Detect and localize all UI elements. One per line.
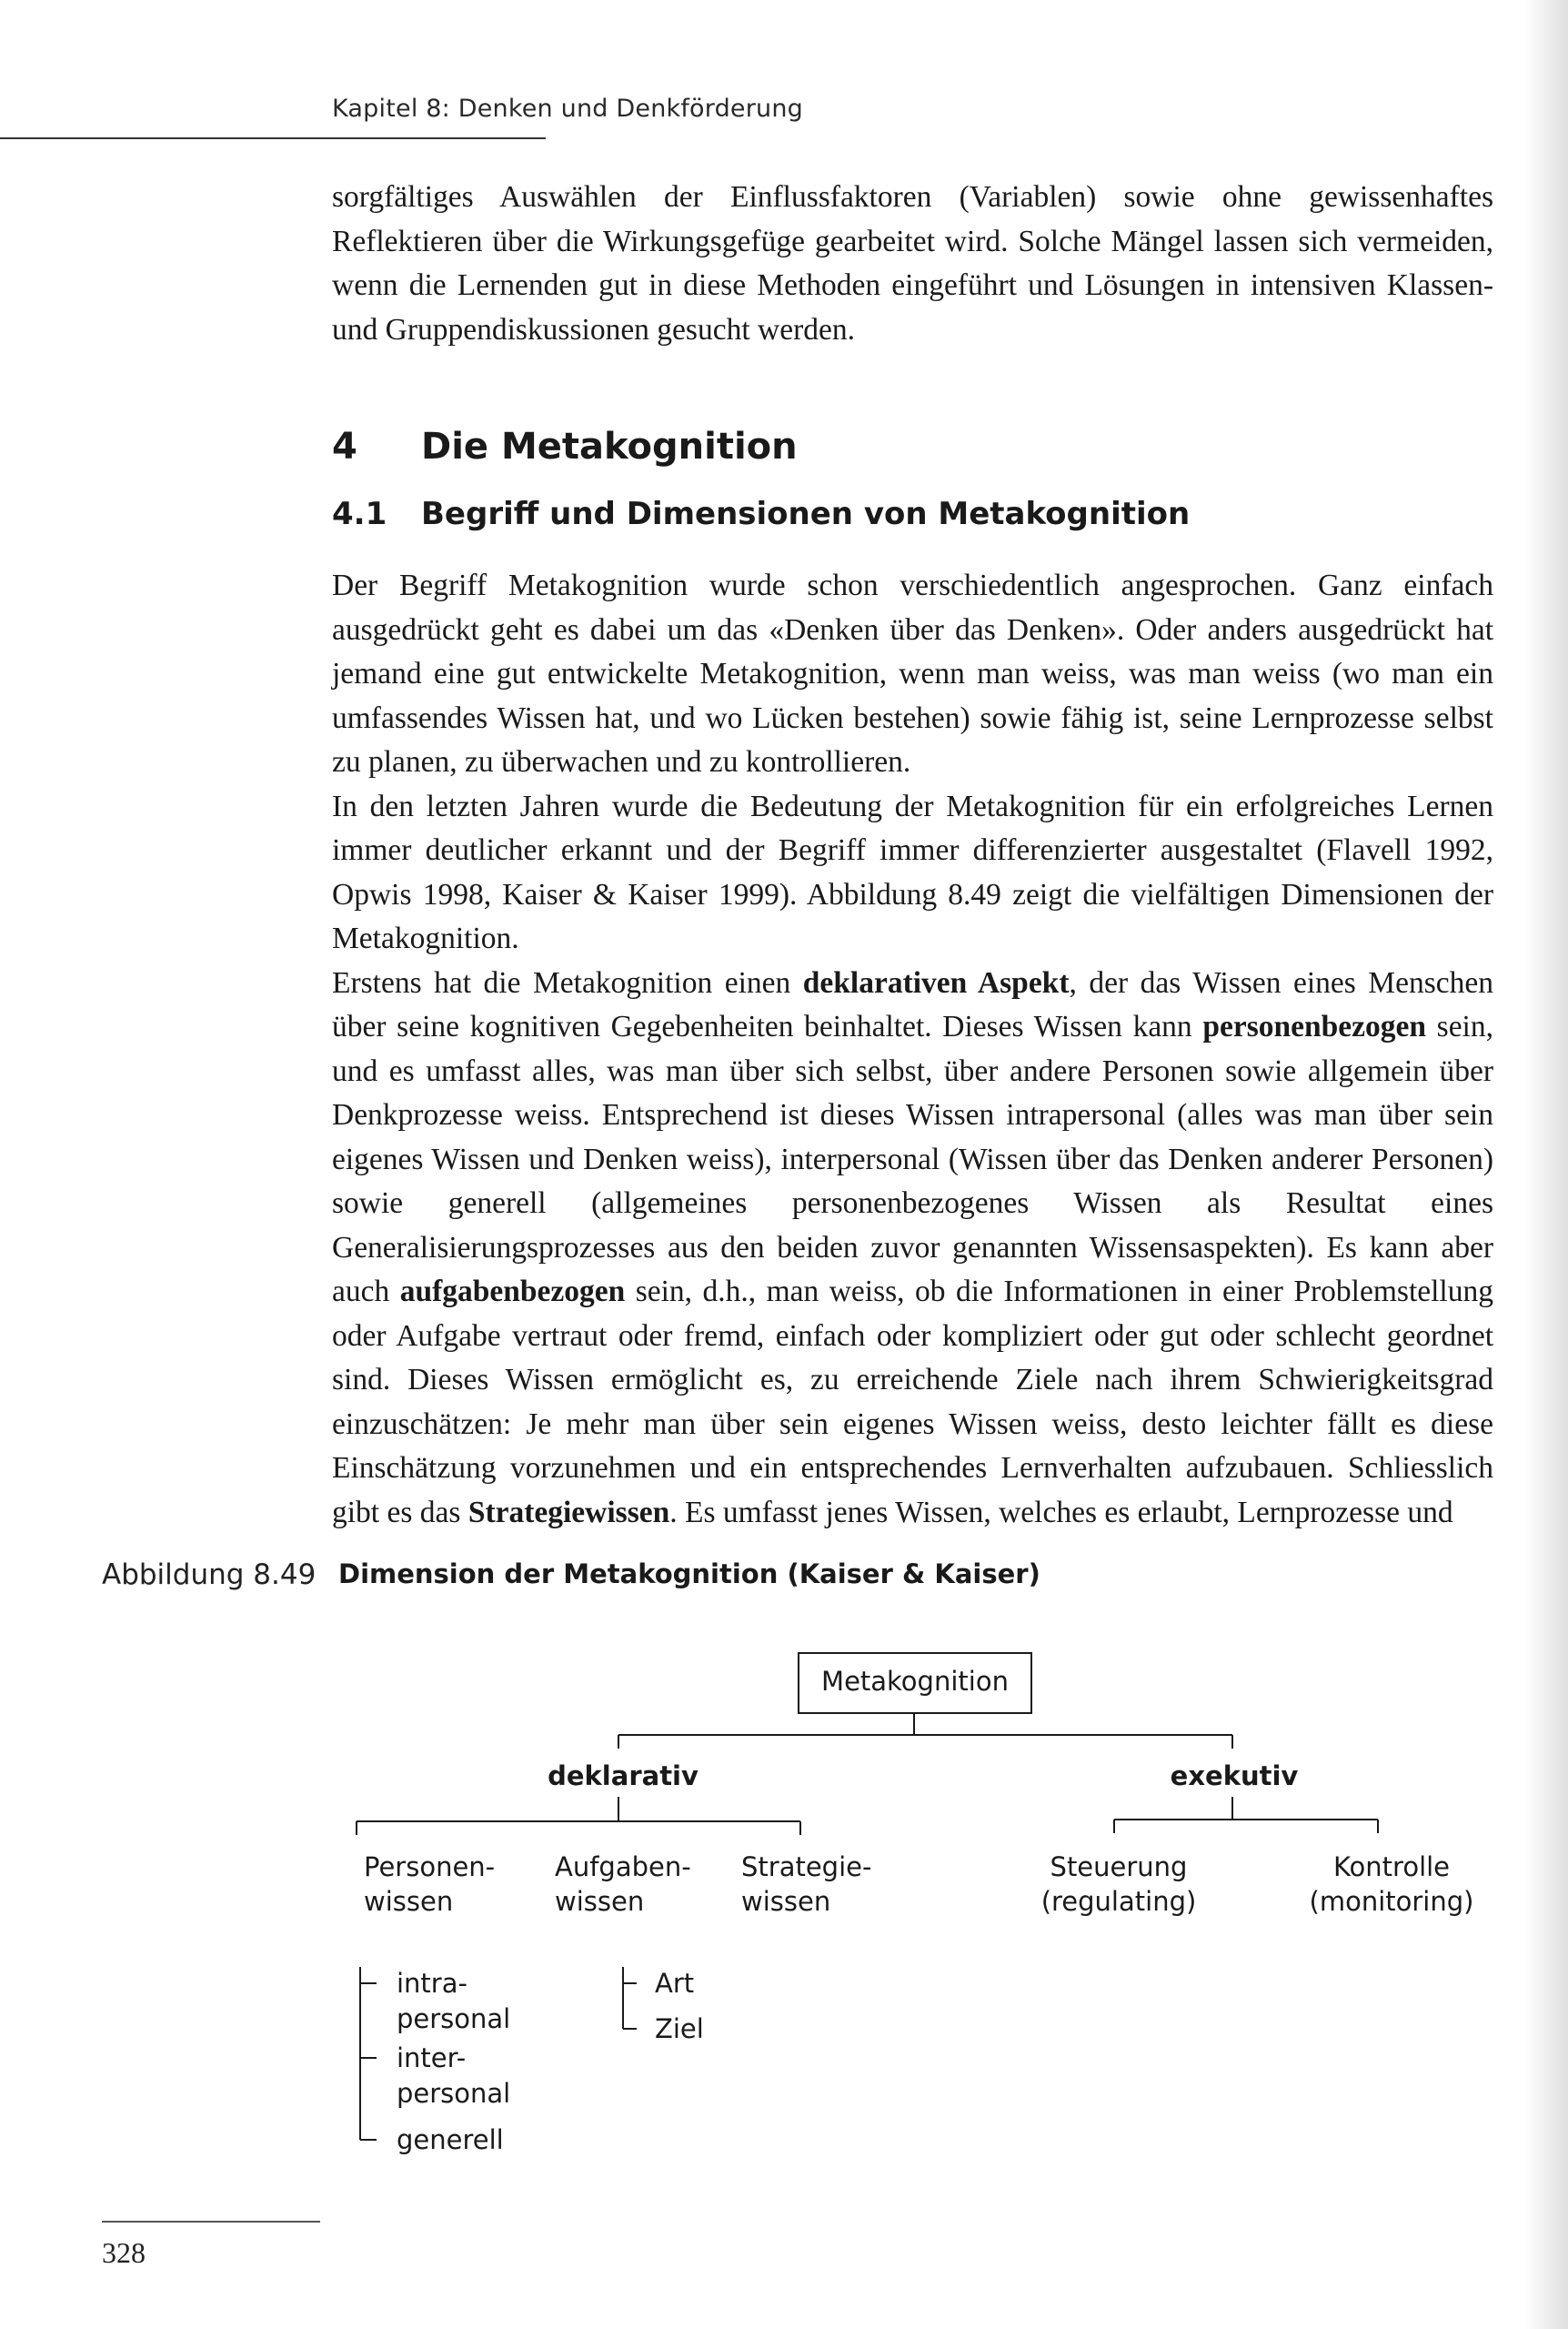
p3-bold-strategiewissen: Strategiewissen <box>467 1495 670 1529</box>
subsection-title: Begriff und Dimensionen von Metakognition <box>421 496 1191 532</box>
p3-text-4: sein, d.h., man weiss, ob die Informationen in einer Problemstellung oder Aufgabe vertraut oder fremd, einfach oder kompliziert oder gut oder schlecht geordnet sind. Dieses Wissen ermöglicht es, zu erreichende Ziele nach ihrem Schwierigkeitsgrad einzuschätzen: Je mehr man über sein eigenes Wissen weiss, desto leichter fällt es diese Einschätzung vorzunehmen und ein entsprechendes Lernverhalten aufzubauen. Schliesslich gibt es das <box>332 1275 1493 1529</box>
node-strategiewissen-line1: Strategie- <box>741 1851 872 1882</box>
running-header: Kapitel 8: Denken und Denkförderung <box>332 95 804 123</box>
p3-bold-personenbezogen: personenbezogen <box>1202 1010 1426 1044</box>
p3-text-1: Erstens hat die Metakognition einen <box>332 965 803 1000</box>
node-kontrolle-line1: Kontrolle <box>1332 1851 1451 1882</box>
p3-text-2: , der das Wissen eines Menschen über seine kognitiven Gegebenheiten beinhaltet. Dieses Wissen kann <box>332 965 1493 1044</box>
figure-title: Dimension der Metakognition (Kaiser & Kaiser) <box>338 1558 1040 1589</box>
figure-label: Abbildung 8.49 <box>102 1558 317 1591</box>
node-aufgabenwissen-line2: wissen <box>555 1886 645 1917</box>
leaf-interpersonal-line2: personal <box>397 2078 511 2109</box>
leaf-intrapersonal-line2: personal <box>397 2003 511 2034</box>
diagram-connectors <box>357 1653 1378 2140</box>
node-kontrolle-line2: (monitoring) <box>1309 1886 1474 1917</box>
section-number: 4 <box>332 426 357 468</box>
leaf-interpersonal-line1: inter- <box>397 2042 467 2073</box>
branch-deklarativ: deklarativ <box>548 1760 699 1791</box>
node-steuerung-line2: (regulating) <box>1040 1886 1197 1917</box>
p3-text-3: sein, und es umfasst alles, was man über sich selbst, über andere Personen sowie allgemein über Denkprozesse weiss. Entsprechend ist dieses Wissen intrapersonal (alles was man über sein eigenes Wissen und Denken weiss), interpersonal (Wissen über das Denken anderer Personen) sowie generell (allgemeines personenbezogenes Wissen als Resultat eines Generalisierungsprozesses aus den beiden zuvor genannten Wissensaspekten). Es kann aber auch <box>332 1010 1493 1308</box>
node-strategiewissen-line2: wissen <box>741 1886 831 1917</box>
leaf-intrapersonal-line1: intra- <box>397 1968 467 1999</box>
leaf-art: Art <box>655 1968 695 1999</box>
p3-bold-deklarativ: deklarativen Aspekt <box>802 965 1070 1000</box>
subsection-number: 4.1 <box>332 496 387 532</box>
page-number: 328 <box>102 2236 146 2269</box>
footer-rule <box>102 2221 320 2223</box>
node-aufgabenwissen-line1: Aufgaben- <box>555 1851 691 1882</box>
root-label: Metakognition <box>821 1666 1009 1697</box>
page-edge-shadow <box>1524 0 1568 2329</box>
leaf-generell: generell <box>397 2124 504 2155</box>
p3-bold-aufgabenbezogen: aufgabenbezogen <box>399 1275 626 1308</box>
intro-text: sorgfältiges Auswählen der Einflussfaktoren (Variablen) sowie ohne gewissenhaftes Reflektieren über die Wirkungsgefüge gearbeitet wird. Solche Mängel lassen sich vermeiden, wenn die Lernenden gut in diese Methoden eingeführt und Lösungen in intensiven Klassen- und Gruppendiskussionen gesucht werden. <box>332 180 1493 347</box>
node-personenwissen-line2: wissen <box>364 1886 454 1917</box>
node-steuerung-line1: Steuerung <box>1050 1851 1188 1882</box>
leaf-ziel: Ziel <box>655 2013 704 2044</box>
p3-text-5: . Es umfasst jenes Wissen, welches es erlaubt, Lernprozesse und <box>669 1495 1453 1529</box>
paragraph-1: Der Begriff Metakognition wurde schon verschiedentlich angesprochen. Ganz einfach ausgedrückt geht es dabei um das «Denken über das Denken». Oder anders ausgedrückt hat jemand eine gut entwickelte Metakognition, wenn man weiss, was man weiss (wo man ein umfassendes Wissen hat, und wo Lücken bestehen) sowie fähig ist, seine Lernprozesse selbst zu planen, zu überwachen und zu kontrollieren. <box>332 569 1493 779</box>
section-title: Die Metakognition <box>421 426 798 468</box>
branch-exekutiv: exekutiv <box>1170 1760 1299 1791</box>
node-personenwissen-line1: Personen- <box>364 1851 496 1882</box>
paragraph-2: In den letzten Jahren wurde die Bedeutung der Metakognition für ein erfolgreiches Lernen immer deutlicher erkannt und der Begriff immer differenzierter ausgestaltet (Flavell 1992, Opwis 1998, Kaiser & Kaiser 1999). Abbildung 8.49 zeigt die vielfältigen Dimensionen der Metakognition. <box>332 789 1493 955</box>
